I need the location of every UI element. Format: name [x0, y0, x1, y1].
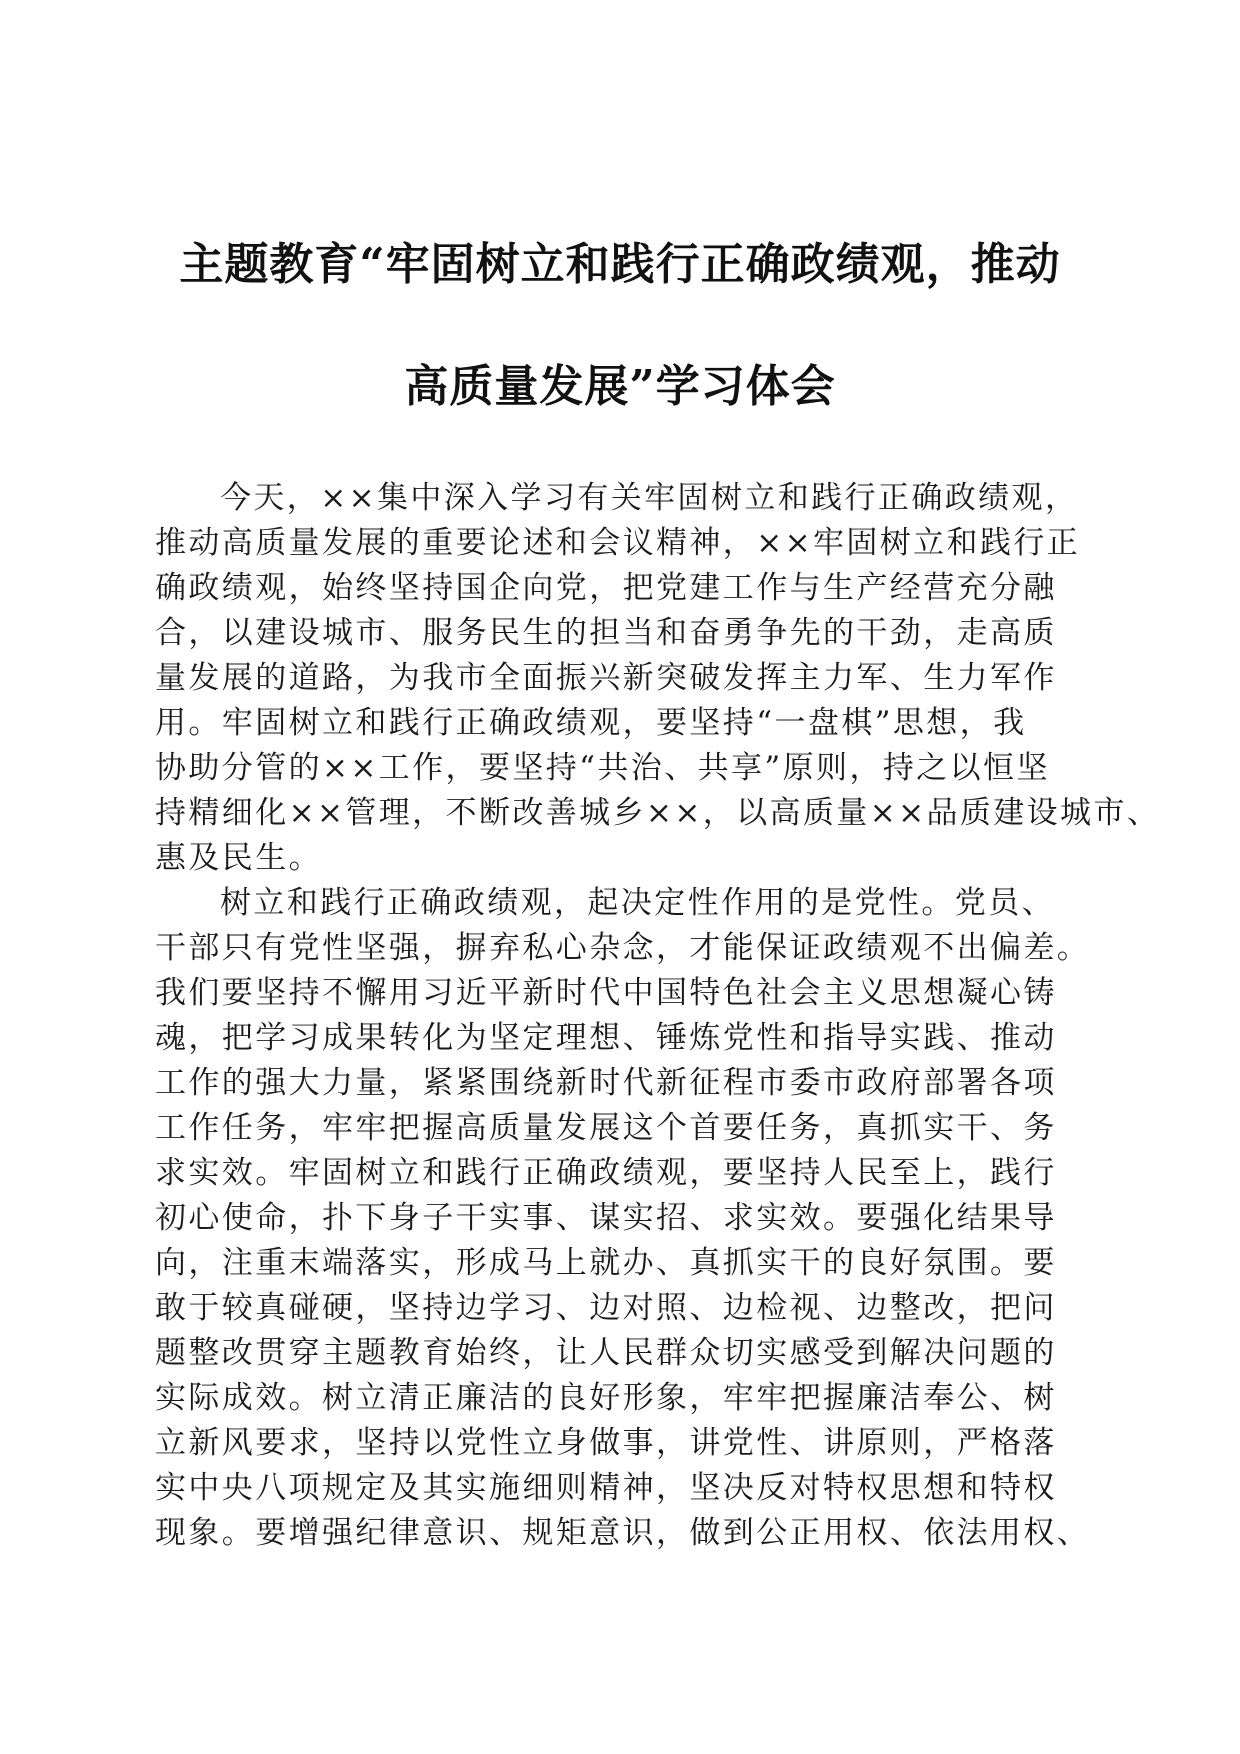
paragraph-2-line: 工作任务，牢牢把握高质量发展这个首要任务，真抓实干、务 [155, 1110, 1057, 1146]
paragraph-2-line: 工作的强大力量，紧紧围绕新时代新征程市委市政府部署各项 [155, 1065, 1057, 1101]
paragraph-1-line: 持精细化××管理，不断改善城乡××，以高质量××品质建设城市、 [155, 795, 1161, 831]
document-title-line-2: 高质量发展”学习体会 [404, 361, 836, 412]
paragraph-2-line: 现象。要增强纪律意识、规矩意识，做到公正用权、依法用权、 [155, 1515, 1091, 1551]
paragraph-2-line: 树立和践行正确政绩观，起决定性作用的是党性。党员、 [220, 885, 1055, 921]
paragraph-1-line: 协助分管的××工作，要坚持“共治、共享”原则，持之以恒坚 [155, 750, 1050, 786]
paragraph-2-line: 敢于较真碰硬，坚持边学习、边对照、边检视、边整改，把问 [155, 1290, 1057, 1326]
paragraph-1-line: 合，以建设城市、服务民生的担当和奋勇争先的干劲，走高质 [155, 615, 1057, 651]
paragraph-1-line: 惠及民生。 [155, 840, 322, 876]
paragraph-2-line: 求实效。牢固树立和践行正确政绩观，要坚持人民至上，践行 [155, 1155, 1057, 1191]
paragraph-2-line: 题整改贯穿主题教育始终，让人民群众切实感受到解决问题的 [155, 1335, 1057, 1371]
paragraph-2-line: 初心使命，扑下身子干实事、谋实招、求实效。要强化结果导 [155, 1200, 1057, 1236]
paragraph-2-line: 我们要坚持不懈用习近平新时代中国特色社会主义思想凝心铸 [155, 975, 1057, 1011]
document-title-line-1: 主题教育“牢固树立和践行正确政绩观，推动 [179, 239, 1061, 290]
paragraph-1-line: 今天，××集中深入学习有关牢固树立和践行正确政绩观， [220, 480, 1079, 516]
paragraph-2-line: 魂，把学习成果转化为坚定理想、锤炼党性和指导实践、推动 [155, 1020, 1057, 1056]
paragraph-2-line: 干部只有党性坚强，摒弃私心杂念，才能保证政绩观不出偏差。 [155, 930, 1091, 966]
paragraph-2-line: 实际成效。树立清正廉洁的良好形象，牢牢把握廉洁奉公、树 [155, 1380, 1057, 1416]
paragraph-1-line: 量发展的道路，为我市全面振兴新突破发挥主力军、生力军作 [155, 660, 1057, 696]
paragraph-2-line: 向，注重末端落实，形成马上就办、真抓实干的良好氛围。要 [155, 1245, 1057, 1281]
paragraph-1-line: 确政绩观，始终坚持国企向党，把党建工作与生产经营充分融 [155, 570, 1057, 606]
paragraph-2-line: 立新风要求，坚持以党性立身做事，讲党性、讲原则，严格落 [155, 1425, 1057, 1461]
paragraph-1-line: 用。牢固树立和践行正确政绩观，要坚持“一盘棋”思想，我 [155, 705, 1027, 741]
paragraph-1-line: 推动高质量发展的重要论述和会议精神，××牢固树立和践行正 [155, 525, 1081, 561]
paragraph-2-line: 实中央八项规定及其实施细则精神，坚决反对特权思想和特权 [155, 1470, 1057, 1506]
